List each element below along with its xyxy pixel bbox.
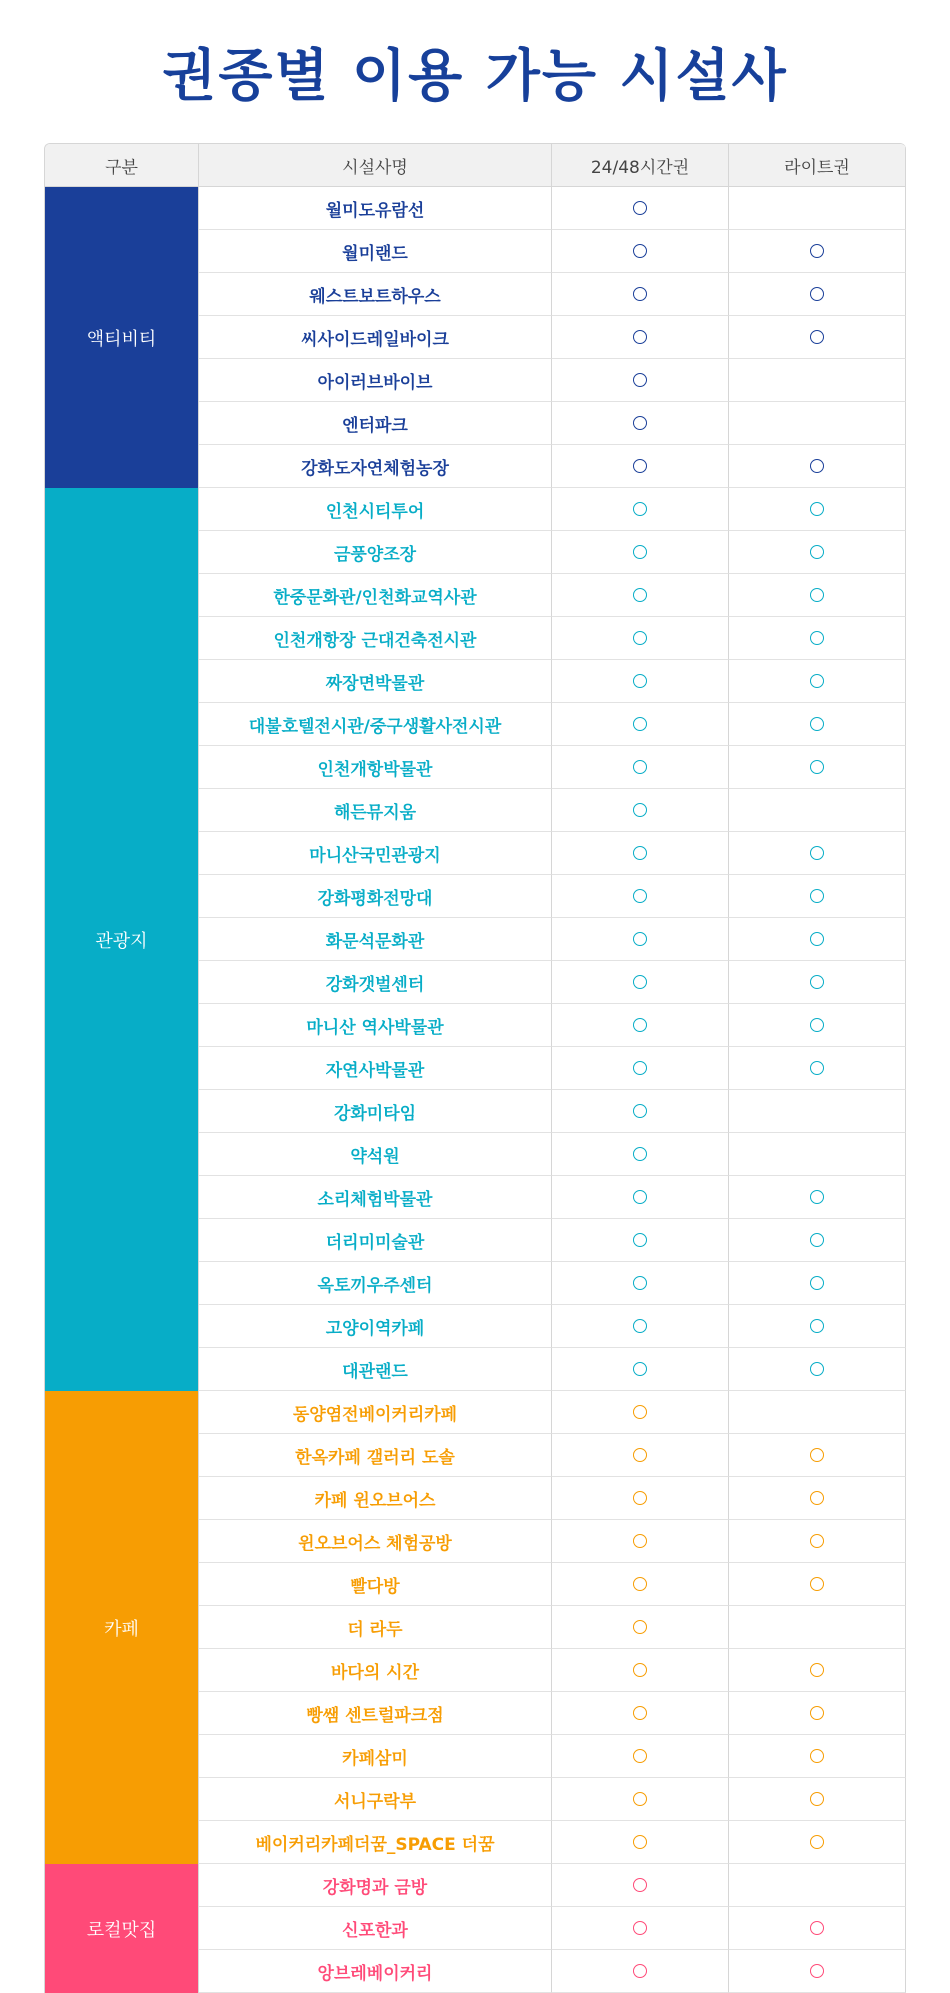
- facility-name: 강화갯벌센터: [325, 974, 425, 995]
- facility-name-cell: [199, 789, 552, 832]
- 24-48-pass-availability-cell: [552, 1176, 729, 1219]
- facility-name: 씨사이드레일바이크: [301, 329, 449, 350]
- lite-pass-availability-cell: [729, 402, 906, 445]
- facility-name-cell: [199, 746, 552, 789]
- lite-pass-availability-cell: [729, 1133, 906, 1176]
- available-circle-icon: [810, 1276, 824, 1290]
- lite-pass-availability-cell: [729, 273, 906, 316]
- facility-name: 엔터파크: [342, 415, 408, 436]
- facility-name-cell: [199, 1090, 552, 1133]
- available-circle-icon: [810, 330, 824, 344]
- 24-48-pass-availability-cell: [552, 1821, 729, 1864]
- available-circle-icon: [633, 1147, 647, 1161]
- available-circle-icon: [633, 1577, 647, 1591]
- header-facility-name: 시설사명: [199, 144, 552, 187]
- available-circle-icon: [810, 287, 824, 301]
- available-circle-icon: [633, 1534, 647, 1548]
- 24-48-pass-availability-cell: [552, 1778, 729, 1821]
- lite-pass-availability-cell: [729, 660, 906, 703]
- available-circle-icon: [810, 1792, 824, 1806]
- facility-name: 베이커리카페더꿈_SPACE 더꿈: [255, 1834, 495, 1855]
- facility-name: 인천개항박물관: [317, 759, 433, 780]
- facility-name-cell: [199, 961, 552, 1004]
- lite-pass-availability-cell: [729, 359, 906, 402]
- available-circle-icon: [633, 287, 647, 301]
- available-circle-icon: [633, 502, 647, 516]
- page-title: 권종별 이용 가능 시설사: [162, 43, 788, 109]
- available-circle-icon: [633, 1190, 647, 1204]
- 24-48-pass-availability-cell: [552, 1907, 729, 1950]
- facility-name: 소리체험박물관: [317, 1189, 433, 1210]
- lite-pass-availability-cell: [729, 1477, 906, 1520]
- available-circle-icon: [633, 1319, 647, 1333]
- available-circle-icon: [810, 1577, 824, 1591]
- available-circle-icon: [633, 1362, 647, 1376]
- facility-name-cell: [199, 1606, 552, 1649]
- available-circle-icon: [810, 1233, 824, 1247]
- lite-pass-availability-cell: [729, 1004, 906, 1047]
- header-24-48-pass: 24/48시간권: [552, 144, 729, 187]
- available-circle-icon: [810, 932, 824, 946]
- available-circle-icon: [810, 631, 824, 645]
- available-circle-icon: [810, 1061, 824, 1075]
- facility-name-cell: [199, 273, 552, 316]
- facility-name: 한중문화관/인천화교역사관: [273, 587, 477, 608]
- available-circle-icon: [633, 459, 647, 473]
- facility-name: 금풍양조장: [333, 544, 417, 565]
- facility-name-cell: [199, 316, 552, 359]
- facility-name: 더리미미술관: [325, 1232, 425, 1253]
- facility-name: 월미랜드: [342, 243, 408, 264]
- 24-48-pass-availability-cell: [552, 1004, 729, 1047]
- available-circle-icon: [810, 459, 824, 473]
- available-circle-icon: [810, 545, 824, 559]
- 24-48-pass-availability-cell: [552, 961, 729, 1004]
- facility-name-cell: [199, 1864, 552, 1907]
- available-circle-icon: [810, 1964, 824, 1978]
- 24-48-pass-availability-cell: [552, 1692, 729, 1735]
- available-circle-icon: [810, 502, 824, 516]
- available-circle-icon: [810, 1491, 824, 1505]
- available-circle-icon: [810, 1706, 824, 1720]
- lite-pass-availability-cell: [729, 316, 906, 359]
- 24-48-pass-availability-cell: [552, 316, 729, 359]
- 24-48-pass-availability-cell: [552, 1047, 729, 1090]
- 24-48-pass-availability-cell: [552, 359, 729, 402]
- category-cell: 액티비티: [45, 187, 199, 488]
- facility-name: 마니산국민관광지: [309, 845, 441, 866]
- lite-pass-availability-cell: [729, 1649, 906, 1692]
- facility-name-cell: [199, 1004, 552, 1047]
- available-circle-icon: [810, 588, 824, 602]
- facility-name-cell: [199, 1305, 552, 1348]
- available-circle-icon: [633, 416, 647, 430]
- header-category: 구분: [45, 144, 199, 187]
- facility-name: 아이러브바이브: [317, 372, 433, 393]
- facility-name-cell: [199, 359, 552, 402]
- facility-name-cell: [199, 445, 552, 488]
- 24-48-pass-availability-cell: [552, 1090, 729, 1133]
- facility-name-cell: [199, 660, 552, 703]
- available-circle-icon: [633, 330, 647, 344]
- available-circle-icon: [633, 1620, 647, 1634]
- facility-name-cell: [199, 703, 552, 746]
- facility-name-cell: [199, 1821, 552, 1864]
- available-circle-icon: [633, 975, 647, 989]
- facility-name-cell: [199, 1047, 552, 1090]
- facility-name: 서니구락부: [333, 1791, 417, 1812]
- facility-name: 빨다방: [350, 1576, 400, 1597]
- facility-name: 약석원: [350, 1146, 400, 1167]
- available-circle-icon: [633, 932, 647, 946]
- facility-name: 월미도유람선: [325, 200, 425, 221]
- available-circle-icon: [633, 717, 647, 731]
- 24-48-pass-availability-cell: [552, 273, 729, 316]
- lite-pass-availability-cell: [729, 1219, 906, 1262]
- lite-pass-availability-cell: [729, 187, 906, 230]
- lite-pass-availability-cell: [729, 1778, 906, 1821]
- available-circle-icon: [633, 1276, 647, 1290]
- facility-name-cell: [199, 1563, 552, 1606]
- available-circle-icon: [633, 1018, 647, 1032]
- available-circle-icon: [810, 1749, 824, 1763]
- lite-pass-availability-cell: [729, 1606, 906, 1649]
- 24-48-pass-availability-cell: [552, 1520, 729, 1563]
- facility-name: 윈오브어스 체험공방: [298, 1533, 452, 1554]
- available-circle-icon: [633, 1835, 647, 1849]
- facility-name: 더 라두: [347, 1619, 403, 1640]
- facility-name-cell: [199, 230, 552, 273]
- 24-48-pass-availability-cell: [552, 1950, 729, 1993]
- 24-48-pass-availability-cell: [552, 703, 729, 746]
- available-circle-icon: [810, 244, 824, 258]
- 24-48-pass-availability-cell: [552, 789, 729, 832]
- 24-48-pass-availability-cell: [552, 230, 729, 273]
- lite-pass-availability-cell: [729, 1090, 906, 1133]
- facility-name-cell: [199, 1778, 552, 1821]
- lite-pass-availability-cell: [729, 1176, 906, 1219]
- 24-48-pass-availability-cell: [552, 1864, 729, 1907]
- facility-name-cell: [199, 531, 552, 574]
- available-circle-icon: [810, 1018, 824, 1032]
- facility-name-cell: [199, 187, 552, 230]
- available-circle-icon: [633, 244, 647, 258]
- facility-table: [44, 143, 906, 1993]
- facility-name: 빵쌤 센트럴파크점: [306, 1705, 444, 1726]
- available-circle-icon: [810, 1319, 824, 1333]
- lite-pass-availability-cell: [729, 1950, 906, 1993]
- available-circle-icon: [633, 1448, 647, 1462]
- lite-pass-availability-cell: [729, 1907, 906, 1950]
- facility-name-cell: [199, 488, 552, 531]
- 24-48-pass-availability-cell: [552, 832, 729, 875]
- facility-name-cell: [199, 1391, 552, 1434]
- 24-48-pass-availability-cell: [552, 1477, 729, 1520]
- 24-48-pass-availability-cell: [552, 1649, 729, 1692]
- facility-name: 화문석문화관: [325, 931, 425, 952]
- 24-48-pass-availability-cell: [552, 1219, 729, 1262]
- facility-name-cell: [199, 1692, 552, 1735]
- 24-48-pass-availability-cell: [552, 1391, 729, 1434]
- lite-pass-availability-cell: [729, 617, 906, 660]
- facility-name-cell: [199, 1907, 552, 1950]
- category-cell: 관광지: [45, 488, 199, 1391]
- lite-pass-availability-cell: [729, 1563, 906, 1606]
- 24-48-pass-availability-cell: [552, 746, 729, 789]
- available-circle-icon: [633, 201, 647, 215]
- lite-pass-availability-cell: [729, 746, 906, 789]
- facility-name-cell: [199, 918, 552, 961]
- lite-pass-availability-cell: [729, 1262, 906, 1305]
- available-circle-icon: [633, 1964, 647, 1978]
- facility-name-cell: [199, 1133, 552, 1176]
- 24-48-pass-availability-cell: [552, 1606, 729, 1649]
- 24-48-pass-availability-cell: [552, 574, 729, 617]
- available-circle-icon: [633, 760, 647, 774]
- available-circle-icon: [810, 760, 824, 774]
- 24-48-pass-availability-cell: [552, 187, 729, 230]
- available-circle-icon: [810, 1448, 824, 1462]
- 24-48-pass-availability-cell: [552, 1348, 729, 1391]
- available-circle-icon: [810, 889, 824, 903]
- lite-pass-availability-cell: [729, 1735, 906, 1778]
- category-cell: 로컬맛집: [45, 1864, 199, 1993]
- available-circle-icon: [633, 674, 647, 688]
- facility-name: 강화미타임: [333, 1103, 417, 1124]
- facility-name: 해든뮤지움: [333, 802, 417, 823]
- facility-name: 대관랜드: [342, 1361, 408, 1382]
- facility-name: 강화명과 금방: [322, 1877, 428, 1898]
- available-circle-icon: [633, 631, 647, 645]
- available-circle-icon: [810, 674, 824, 688]
- 24-48-pass-availability-cell: [552, 1305, 729, 1348]
- facility-name: 신포한과: [342, 1920, 408, 1941]
- 24-48-pass-availability-cell: [552, 1434, 729, 1477]
- lite-pass-availability-cell: [729, 488, 906, 531]
- 24-48-pass-availability-cell: [552, 402, 729, 445]
- available-circle-icon: [633, 1061, 647, 1075]
- facility-name: 인천개항장 근대건축전시관: [273, 630, 477, 651]
- facility-name: 강화도자연체험농장: [301, 458, 449, 479]
- 24-48-pass-availability-cell: [552, 1563, 729, 1606]
- available-circle-icon: [810, 1663, 824, 1677]
- available-circle-icon: [810, 975, 824, 989]
- lite-pass-availability-cell: [729, 1692, 906, 1735]
- available-circle-icon: [810, 846, 824, 860]
- available-circle-icon: [810, 1362, 824, 1376]
- facility-name-cell: [199, 875, 552, 918]
- facility-name-cell: [199, 1477, 552, 1520]
- lite-pass-availability-cell: [729, 1047, 906, 1090]
- available-circle-icon: [633, 1663, 647, 1677]
- facility-name: 한옥카페 갤러리 도솔: [295, 1447, 455, 1468]
- available-circle-icon: [633, 1104, 647, 1118]
- facility-name: 마니산 역사박물관: [306, 1017, 444, 1038]
- lite-pass-availability-cell: [729, 1864, 906, 1907]
- available-circle-icon: [633, 545, 647, 559]
- 24-48-pass-availability-cell: [552, 531, 729, 574]
- facility-name-cell: [199, 832, 552, 875]
- available-circle-icon: [633, 889, 647, 903]
- 24-48-pass-availability-cell: [552, 445, 729, 488]
- facility-name: 강화평화전망대: [317, 888, 433, 909]
- facility-name: 카페 윈오브어스: [314, 1490, 436, 1511]
- facility-name: 동양염전베이커리카페: [292, 1404, 458, 1425]
- facility-name: 바다의 시간: [330, 1662, 420, 1683]
- 24-48-pass-availability-cell: [552, 1133, 729, 1176]
- header-lite-pass: 라이트권: [729, 144, 906, 187]
- lite-pass-availability-cell: [729, 445, 906, 488]
- lite-pass-availability-cell: [729, 531, 906, 574]
- available-circle-icon: [810, 1190, 824, 1204]
- available-circle-icon: [633, 846, 647, 860]
- facility-name-cell: [199, 1520, 552, 1563]
- lite-pass-availability-cell: [729, 832, 906, 875]
- facility-name: 인천시티투어: [325, 501, 425, 522]
- available-circle-icon: [810, 1921, 824, 1935]
- lite-pass-availability-cell: [729, 875, 906, 918]
- lite-pass-availability-cell: [729, 230, 906, 273]
- facility-name-cell: [199, 1434, 552, 1477]
- facility-name: 고양이역카페: [325, 1318, 425, 1339]
- facility-name: 앙브레베이커리: [317, 1963, 433, 1984]
- facility-name: 자연사박물관: [325, 1060, 425, 1081]
- available-circle-icon: [633, 588, 647, 602]
- facility-name: 웨스트보트하우스: [309, 286, 441, 307]
- 24-48-pass-availability-cell: [552, 1735, 729, 1778]
- available-circle-icon: [633, 1749, 647, 1763]
- lite-pass-availability-cell: [729, 961, 906, 1004]
- facility-name: 옥토끼우주센터: [317, 1275, 433, 1296]
- facility-name-cell: [199, 574, 552, 617]
- facility-name-cell: [199, 1348, 552, 1391]
- available-circle-icon: [633, 1491, 647, 1505]
- available-circle-icon: [810, 717, 824, 731]
- 24-48-pass-availability-cell: [552, 617, 729, 660]
- lite-pass-availability-cell: [729, 918, 906, 961]
- facility-name-cell: [199, 1176, 552, 1219]
- available-circle-icon: [633, 1878, 647, 1892]
- available-circle-icon: [633, 1792, 647, 1806]
- available-circle-icon: [633, 1405, 647, 1419]
- available-circle-icon: [633, 1233, 647, 1247]
- available-circle-icon: [633, 1706, 647, 1720]
- lite-pass-availability-cell: [729, 1434, 906, 1477]
- lite-pass-availability-cell: [729, 1391, 906, 1434]
- facility-name-cell: [199, 1219, 552, 1262]
- available-circle-icon: [633, 803, 647, 817]
- lite-pass-availability-cell: [729, 574, 906, 617]
- lite-pass-availability-cell: [729, 703, 906, 746]
- facility-name-cell: [199, 1649, 552, 1692]
- lite-pass-availability-cell: [729, 1520, 906, 1563]
- facility-name-cell: [199, 1262, 552, 1305]
- 24-48-pass-availability-cell: [552, 918, 729, 961]
- available-circle-icon: [810, 1835, 824, 1849]
- facility-name-cell: [199, 617, 552, 660]
- lite-pass-availability-cell: [729, 1305, 906, 1348]
- 24-48-pass-availability-cell: [552, 660, 729, 703]
- facility-name-cell: [199, 1950, 552, 1993]
- 24-48-pass-availability-cell: [552, 1262, 729, 1305]
- lite-pass-availability-cell: [729, 1348, 906, 1391]
- facility-name: 카페삼미: [342, 1748, 408, 1769]
- 24-48-pass-availability-cell: [552, 875, 729, 918]
- available-circle-icon: [633, 1921, 647, 1935]
- available-circle-icon: [810, 1534, 824, 1548]
- lite-pass-availability-cell: [729, 789, 906, 832]
- category-cell: 카페: [45, 1391, 199, 1864]
- facility-name: 대불호텔전시관/중구생활사전시관: [248, 716, 502, 737]
- available-circle-icon: [633, 373, 647, 387]
- facility-name: 짜장면박물관: [325, 673, 425, 694]
- 24-48-pass-availability-cell: [552, 488, 729, 531]
- facility-name-cell: [199, 402, 552, 445]
- lite-pass-availability-cell: [729, 1821, 906, 1864]
- facility-name-cell: [199, 1735, 552, 1778]
